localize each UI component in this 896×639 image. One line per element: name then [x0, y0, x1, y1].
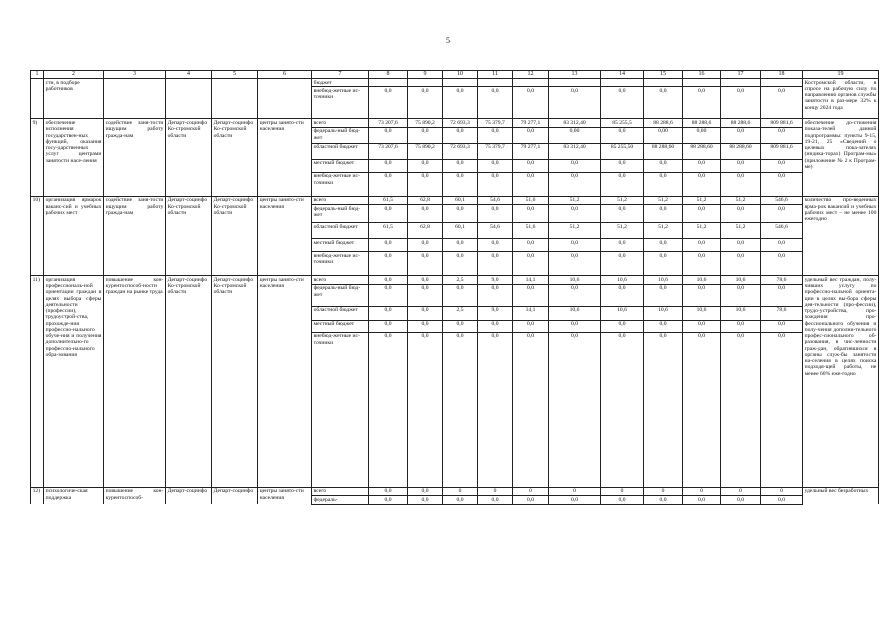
column-header: 9	[408, 71, 443, 79]
participant-cell: центры занято-сти населения	[258, 196, 312, 275]
amount-cell	[601, 79, 644, 87]
amount-cell: 0,0	[549, 252, 601, 276]
amount-cell: 0,0	[721, 87, 761, 119]
budget-table	[30, 70, 879, 505]
amount-cell: 546,6	[761, 196, 803, 204]
amount-cell: 0,0	[443, 496, 478, 504]
amount-cell: 0,0	[721, 332, 761, 487]
amount-cell: 0,0	[408, 496, 443, 504]
amount-cell: 0,0	[601, 332, 644, 487]
amount-cell: 809 881,6	[761, 119, 803, 127]
amount-cell: 0,0	[478, 159, 513, 172]
funding-source-label: федераль-	[312, 496, 369, 504]
amount-cell: 0,0	[761, 252, 803, 276]
measure-cell: организация ярмарок ваканс-сий и учебных рабочих мест	[44, 196, 104, 275]
funding-source-label: областной бюджет	[312, 306, 369, 320]
amount-cell	[644, 79, 683, 87]
amount-cell: 0,0	[721, 127, 761, 143]
row-number-cell	[31, 79, 44, 119]
amount-cell: 51,6	[513, 223, 549, 239]
responsible-cell: Департ-социнфо Ко-стромской области	[166, 119, 212, 196]
amount-cell: 0,00	[644, 127, 683, 143]
amount-cell: 0,0	[369, 127, 408, 143]
indicator-cell: обеспечение до-стижения показа-телей данной подпрограммы: пункты 9-15, 19-21, 25 «Сведений о целевых пока-зателях (индика-торах) Програм-мы» (приложение № 2 к Програм-ме)	[803, 119, 879, 196]
amount-cell: 0,0	[478, 127, 513, 143]
amount-cell: 51,6	[513, 196, 549, 204]
responsible-cell: Департ-социнфо Ко-стромской области	[166, 196, 212, 275]
column-header: 3	[104, 71, 166, 79]
funding-row	[31, 276, 879, 284]
amount-cell: 0,0	[513, 205, 549, 223]
amount-cell: 0,0	[369, 205, 408, 223]
amount-cell: 0,0	[408, 487, 443, 495]
funding-source-label: внебюд-жетные ис-точники	[312, 252, 369, 276]
amount-cell: 0,0	[443, 252, 478, 276]
amount-cell: 0,0	[443, 127, 478, 143]
amount-cell: 0	[513, 487, 549, 495]
amount-cell: 0,0	[443, 87, 478, 119]
amount-cell	[683, 79, 721, 87]
amount-cell: 75 890,2	[408, 143, 443, 159]
amount-cell: 0,0	[721, 205, 761, 223]
coexecutor-cell: Департ-социнфо	[212, 487, 258, 504]
amount-cell	[408, 79, 443, 87]
amount-cell: 809 881,6	[761, 143, 803, 159]
amount-cell: 0,0	[601, 205, 644, 223]
amount-cell: 0,0	[408, 332, 443, 487]
amount-cell: 10,6	[683, 306, 721, 320]
amount-cell: 0,0	[761, 496, 803, 504]
amount-cell: 0,0	[478, 239, 513, 252]
amount-cell: 0	[478, 487, 513, 495]
amount-cell: 0,00	[549, 127, 601, 143]
amount-cell: 0,0	[513, 239, 549, 252]
row-number-cell: 9)	[31, 119, 44, 196]
amount-cell: 10,6	[683, 276, 721, 284]
amount-cell: 75 890,2	[408, 119, 443, 127]
responsible-cell: Департ-социнфо Ко-стромской области	[166, 276, 212, 487]
column-header: 8	[369, 71, 408, 79]
amount-cell: 0,0	[644, 320, 683, 332]
amount-cell: 0,0	[478, 252, 513, 276]
amount-cell: 10,6	[644, 276, 683, 284]
amount-cell: 0,0	[549, 284, 601, 306]
funding-source-label: федераль-ный бюд-жет	[312, 205, 369, 223]
amount-cell: 0,0	[369, 252, 408, 276]
amount-cell: 546,6	[761, 223, 803, 239]
amount-cell: 54,6	[478, 196, 513, 204]
amount-cell	[761, 79, 803, 87]
coexecutor-cell: Департ-социнфо Ко-стромской области	[212, 276, 258, 487]
amount-cell: 0,0	[408, 239, 443, 252]
amount-cell: 83 312,40	[549, 119, 601, 127]
column-header: 2	[44, 71, 104, 79]
indicator-cell: количество про-веденных ярма-рок вакансий и учебных рабочих мест – не менее 100 ежегодно	[803, 196, 879, 275]
amount-cell: 51,2	[601, 196, 644, 204]
amount-cell: 0,0	[601, 496, 644, 504]
amount-cell: 0,0	[644, 205, 683, 223]
amount-cell: 0,0	[443, 172, 478, 196]
amount-cell: 9,0	[478, 276, 513, 284]
amount-cell: 0,0	[478, 284, 513, 306]
column-header: 13	[549, 71, 601, 79]
amount-cell: 0,0	[721, 239, 761, 252]
column-header: 5	[212, 71, 258, 79]
amount-cell: 0,0	[683, 239, 721, 252]
amount-cell: 0,0	[513, 87, 549, 119]
amount-cell: 10,6	[601, 306, 644, 320]
responsible-cell	[166, 79, 212, 119]
amount-cell: 0	[761, 487, 803, 495]
amount-cell: 0,0	[408, 306, 443, 320]
amount-cell: 0,0	[408, 172, 443, 196]
participant-cell: центры занято-сти населения	[258, 487, 312, 504]
amount-cell: 0,0	[549, 496, 601, 504]
amount-cell: 0,0	[601, 239, 644, 252]
amount-cell: 0,0	[369, 284, 408, 306]
amount-cell: 0,0	[683, 332, 721, 487]
column-header: 6	[258, 71, 312, 79]
amount-cell: 0,0	[513, 159, 549, 172]
amount-cell: 0,0	[443, 239, 478, 252]
coexecutor-cell: Департ-социнфо Ко-стромской области	[212, 196, 258, 275]
amount-cell: 0,0	[761, 284, 803, 306]
amount-cell: 0,0	[478, 205, 513, 223]
amount-cell: 0,0	[369, 306, 408, 320]
participant-cell: центры занято-сти населения	[258, 276, 312, 487]
responsible-cell: Департ-социнфо	[166, 487, 212, 504]
funding-source-label: внебюд-жетные ис-точники	[312, 87, 369, 119]
amount-cell: 0,00	[683, 127, 721, 143]
amount-cell: 0,0	[408, 276, 443, 284]
column-header: 14	[601, 71, 644, 79]
amount-cell: 51,2	[721, 223, 761, 239]
amount-cell: 85 255,50	[601, 143, 644, 159]
amount-cell: 0	[601, 487, 644, 495]
funding-source-label: внебюд-жетные ис-точники	[312, 172, 369, 196]
amount-cell: 0	[683, 487, 721, 495]
measure-cell: сти, в подборе работников	[44, 79, 104, 119]
amount-cell: 0,0	[644, 87, 683, 119]
column-header: 7	[312, 71, 369, 79]
amount-cell: 51,2	[721, 196, 761, 204]
amount-cell: 0,0	[478, 87, 513, 119]
column-header: 15	[644, 71, 683, 79]
amount-cell: 0,0	[761, 332, 803, 487]
funding-row	[31, 119, 879, 127]
amount-cell: 0,0	[761, 172, 803, 196]
goal-cell: содействие заня-тости ищущим работу гражда-нам	[104, 196, 166, 275]
amount-cell: 0,0	[513, 284, 549, 306]
amount-cell: 0,0	[513, 127, 549, 143]
amount-cell: 0,0	[478, 332, 513, 487]
amount-cell: 0,0	[478, 172, 513, 196]
goal-cell: содействие заня-тости ищущим работу гражда-нам	[104, 119, 166, 196]
funding-source-label: всего	[312, 196, 369, 204]
participant-cell	[258, 79, 312, 119]
column-header: 1	[31, 71, 44, 79]
amount-cell: 10,6	[549, 306, 601, 320]
column-header: 12	[513, 71, 549, 79]
amount-cell: 2,5	[443, 276, 478, 284]
amount-cell: 0,0	[369, 239, 408, 252]
amount-cell: 0,0	[601, 159, 644, 172]
amount-cell: 0,0	[683, 87, 721, 119]
amount-cell: 79 277,1	[513, 143, 549, 159]
amount-cell: 0,0	[644, 159, 683, 172]
funding-source-label: местный бюджет	[312, 239, 369, 252]
amount-cell: 60,1	[443, 223, 478, 239]
funding-source-label: всего	[312, 487, 369, 495]
amount-cell: 0,0	[549, 320, 601, 332]
amount-cell: 0,0	[683, 159, 721, 172]
amount-cell: 0,0	[369, 172, 408, 196]
indicator-cell: удельный вес граждан, полу-чивших услугу по профессио-нальной ориента-ции в целях вы-бора сферы дея-тельности (про-фессии), трудо-устройства, про-хождения про-фессионального обучения и полу-чения дополни-тельного профес-сионального об-разования, в чис-ленности граж-дан, обратившихся в органы служ-бы занятости на-селения в целях поиска подходя-щей работы, не менее 60% еже-годно	[803, 276, 879, 487]
amount-cell	[443, 79, 478, 87]
amount-cell: 0,0	[408, 127, 443, 143]
amount-cell: 0,0	[601, 284, 644, 306]
amount-cell: 0,0	[761, 127, 803, 143]
amount-cell: 14,1	[513, 276, 549, 284]
amount-cell: 62,8	[408, 223, 443, 239]
amount-cell: 10,6	[721, 306, 761, 320]
funding-source-label: областной бюджет	[312, 223, 369, 239]
amount-cell: 75 379,7	[478, 119, 513, 127]
amount-cell: 0,0	[644, 239, 683, 252]
amount-cell: 51,2	[683, 223, 721, 239]
amount-cell: 0,0	[549, 87, 601, 119]
amount-cell: 72 693,3	[443, 143, 478, 159]
measure-cell: психологиче-ская поддержка	[44, 487, 104, 504]
amount-cell: 0,0	[721, 159, 761, 172]
amount-cell	[549, 79, 601, 87]
amount-cell: 0,0	[761, 87, 803, 119]
amount-cell: 83 312,40	[549, 143, 601, 159]
amount-cell: 0,0	[683, 172, 721, 196]
amount-cell: 0,0	[549, 159, 601, 172]
row-number-cell: 12)	[31, 487, 44, 504]
amount-cell: 0	[721, 487, 761, 495]
amount-cell: 51,2	[549, 196, 601, 204]
amount-cell: 0,0	[721, 496, 761, 504]
amount-cell: 0,0	[513, 252, 549, 276]
amount-cell: 54,6	[478, 223, 513, 239]
amount-cell: 51,2	[683, 196, 721, 204]
amount-cell: 0,0	[513, 332, 549, 487]
amount-cell: 62,8	[408, 196, 443, 204]
amount-cell: 0,0	[683, 205, 721, 223]
amount-cell: 0,0	[513, 172, 549, 196]
amount-cell: 0,0	[443, 159, 478, 172]
amount-cell: 79 277,1	[513, 119, 549, 127]
amount-cell: 0,0	[549, 239, 601, 252]
amount-cell: 0,0	[408, 87, 443, 119]
amount-cell	[513, 79, 549, 87]
amount-cell: 0,0	[408, 159, 443, 172]
amount-cell: 0,0	[601, 252, 644, 276]
goal-cell	[104, 79, 166, 119]
amount-cell: 10,6	[721, 276, 761, 284]
amount-cell: 0,0	[601, 127, 644, 143]
amount-cell: 88 288,60	[721, 143, 761, 159]
amount-cell: 2,5	[443, 306, 478, 320]
funding-source-label: всего	[312, 119, 369, 127]
amount-cell: 51,2	[644, 196, 683, 204]
coexecutor-cell	[212, 79, 258, 119]
amount-cell: 0,0	[513, 320, 549, 332]
amount-cell: 0,0	[443, 332, 478, 487]
amount-cell: 0,0	[549, 332, 601, 487]
amount-cell: 0	[644, 487, 683, 495]
amount-cell: 72 693,3	[443, 119, 478, 127]
funding-row	[31, 487, 879, 495]
amount-cell: 0,0	[369, 487, 408, 495]
row-number-cell: 10)	[31, 196, 44, 275]
amount-cell: 0,0	[644, 252, 683, 276]
amount-cell: 78,6	[761, 276, 803, 284]
amount-cell: 10,6	[644, 306, 683, 320]
amount-cell: 0,0	[408, 205, 443, 223]
amount-cell: 0,0	[549, 205, 601, 223]
amount-cell: 0,0	[443, 284, 478, 306]
continuation-row	[31, 79, 879, 87]
amount-cell: 0,0	[761, 159, 803, 172]
amount-cell: 88 288,60	[644, 143, 683, 159]
amount-cell: 0,0	[644, 496, 683, 504]
amount-cell: 73 207,6	[369, 143, 408, 159]
measure-cell: организация профессиональ-ной ориентации граждан в целях выбора сферы деятельности (профессии), трудоустрой-ства, прохожде-ния профессио-нального обуче-ния и получения дополнительно-го профессио-нального обра-зования	[44, 276, 104, 487]
amount-cell: 0,0	[761, 320, 803, 332]
funding-source-label: бюджет	[312, 79, 369, 87]
indicator-cell: удельный вес безработных	[803, 487, 879, 504]
amount-cell: 0,0	[478, 496, 513, 504]
funding-source-label: местный бюджет	[312, 159, 369, 172]
funding-source-label: внебюд-жетные ис-точники	[312, 332, 369, 487]
amount-cell: 75 379,7	[478, 143, 513, 159]
amount-cell: 0,0	[408, 284, 443, 306]
amount-cell: 0,0	[369, 276, 408, 284]
page-number: 5	[446, 36, 450, 45]
column-header: 11	[478, 71, 513, 79]
amount-cell: 10,6	[549, 276, 601, 284]
funding-source-label: областной бюджет	[312, 143, 369, 159]
column-header: 17	[721, 71, 761, 79]
amount-cell: 0,0	[443, 205, 478, 223]
amount-cell: 88 288,6	[683, 119, 721, 127]
amount-cell: 51,2	[644, 223, 683, 239]
column-header: 4	[166, 71, 212, 79]
amount-cell: 0,0	[761, 239, 803, 252]
funding-source-label: федераль-ный бюд-жет	[312, 284, 369, 306]
amount-cell: 14,1	[513, 306, 549, 320]
amount-cell: 0,0	[443, 320, 478, 332]
amount-cell: 0,0	[549, 172, 601, 196]
amount-cell: 51,2	[601, 223, 644, 239]
amount-cell: 0,0	[369, 159, 408, 172]
indicator-cell: Костромской области, в спросе на рабочую силу по направлению органов службы занятости в раз-мере 32% к концу 2024 года	[803, 79, 879, 119]
measure-cell: обеспечение исполнения государствен-ных функций, оказания госу-дарственных услуг центрами занятости насе-ления	[44, 119, 104, 196]
amount-cell: 0,0	[644, 284, 683, 306]
amount-cell: 0,0	[721, 284, 761, 306]
amount-cell: 0,0	[721, 172, 761, 196]
amount-cell: 0,0	[369, 332, 408, 487]
amount-cell: 0	[443, 487, 478, 495]
amount-cell	[721, 79, 761, 87]
coexecutor-cell: Департ-социнфо Ко-стромской области	[212, 119, 258, 196]
amount-cell: 0,0	[721, 320, 761, 332]
amount-cell: 0,0	[721, 252, 761, 276]
amount-cell: 0,0	[683, 284, 721, 306]
funding-source-label: всего	[312, 276, 369, 284]
column-header: 10	[443, 71, 478, 79]
row-number-cell: 11)	[31, 276, 44, 487]
amount-cell: 0,0	[683, 496, 721, 504]
goal-cell: повышение кон-курентоспособ-	[104, 487, 166, 504]
amount-cell: 88 288,6	[721, 119, 761, 127]
amount-cell: 0,0	[601, 87, 644, 119]
column-header: 18	[761, 71, 803, 79]
participant-cell: центры занято-сти населения	[258, 119, 312, 196]
amount-cell: 10,6	[601, 276, 644, 284]
amount-cell: 0,0	[761, 205, 803, 223]
amount-cell: 61,5	[369, 196, 408, 204]
funding-source-label: федераль-ный бюд-жет	[312, 127, 369, 143]
funding-source-label: местный бюджет	[312, 320, 369, 332]
amount-cell: 9,0	[478, 306, 513, 320]
column-header: 16	[683, 71, 721, 79]
column-header: 19	[803, 71, 879, 79]
amount-cell: 0,0	[408, 252, 443, 276]
amount-cell: 88 288,60	[683, 143, 721, 159]
funding-row	[31, 196, 879, 204]
amount-cell: 0,0	[601, 320, 644, 332]
amount-cell: 0,0	[644, 172, 683, 196]
header-row	[31, 71, 879, 79]
amount-cell: 0,0	[478, 320, 513, 332]
amount-cell: 60,1	[443, 196, 478, 204]
amount-cell: 0,0	[683, 320, 721, 332]
amount-cell: 0,0	[369, 87, 408, 119]
amount-cell: 0,0	[408, 320, 443, 332]
amount-cell: 0,0	[644, 332, 683, 487]
amount-cell: 78,6	[761, 306, 803, 320]
amount-cell	[478, 79, 513, 87]
amount-cell: 0,0	[601, 172, 644, 196]
amount-cell: 0,0	[369, 496, 408, 504]
amount-cell: 0	[549, 487, 601, 495]
amount-cell: 61,5	[369, 223, 408, 239]
amount-cell: 85 255,5	[601, 119, 644, 127]
amount-cell: 0,0	[369, 320, 408, 332]
amount-cell: 0,0	[683, 252, 721, 276]
amount-cell: 73 207,6	[369, 119, 408, 127]
amount-cell: 51,2	[549, 223, 601, 239]
amount-cell: 0,0	[513, 496, 549, 504]
amount-cell: 88 288,6	[644, 119, 683, 127]
goal-cell: повышение кон-курентоспособ-ности граждан на рынке труда	[104, 276, 166, 487]
amount-cell	[369, 79, 408, 87]
